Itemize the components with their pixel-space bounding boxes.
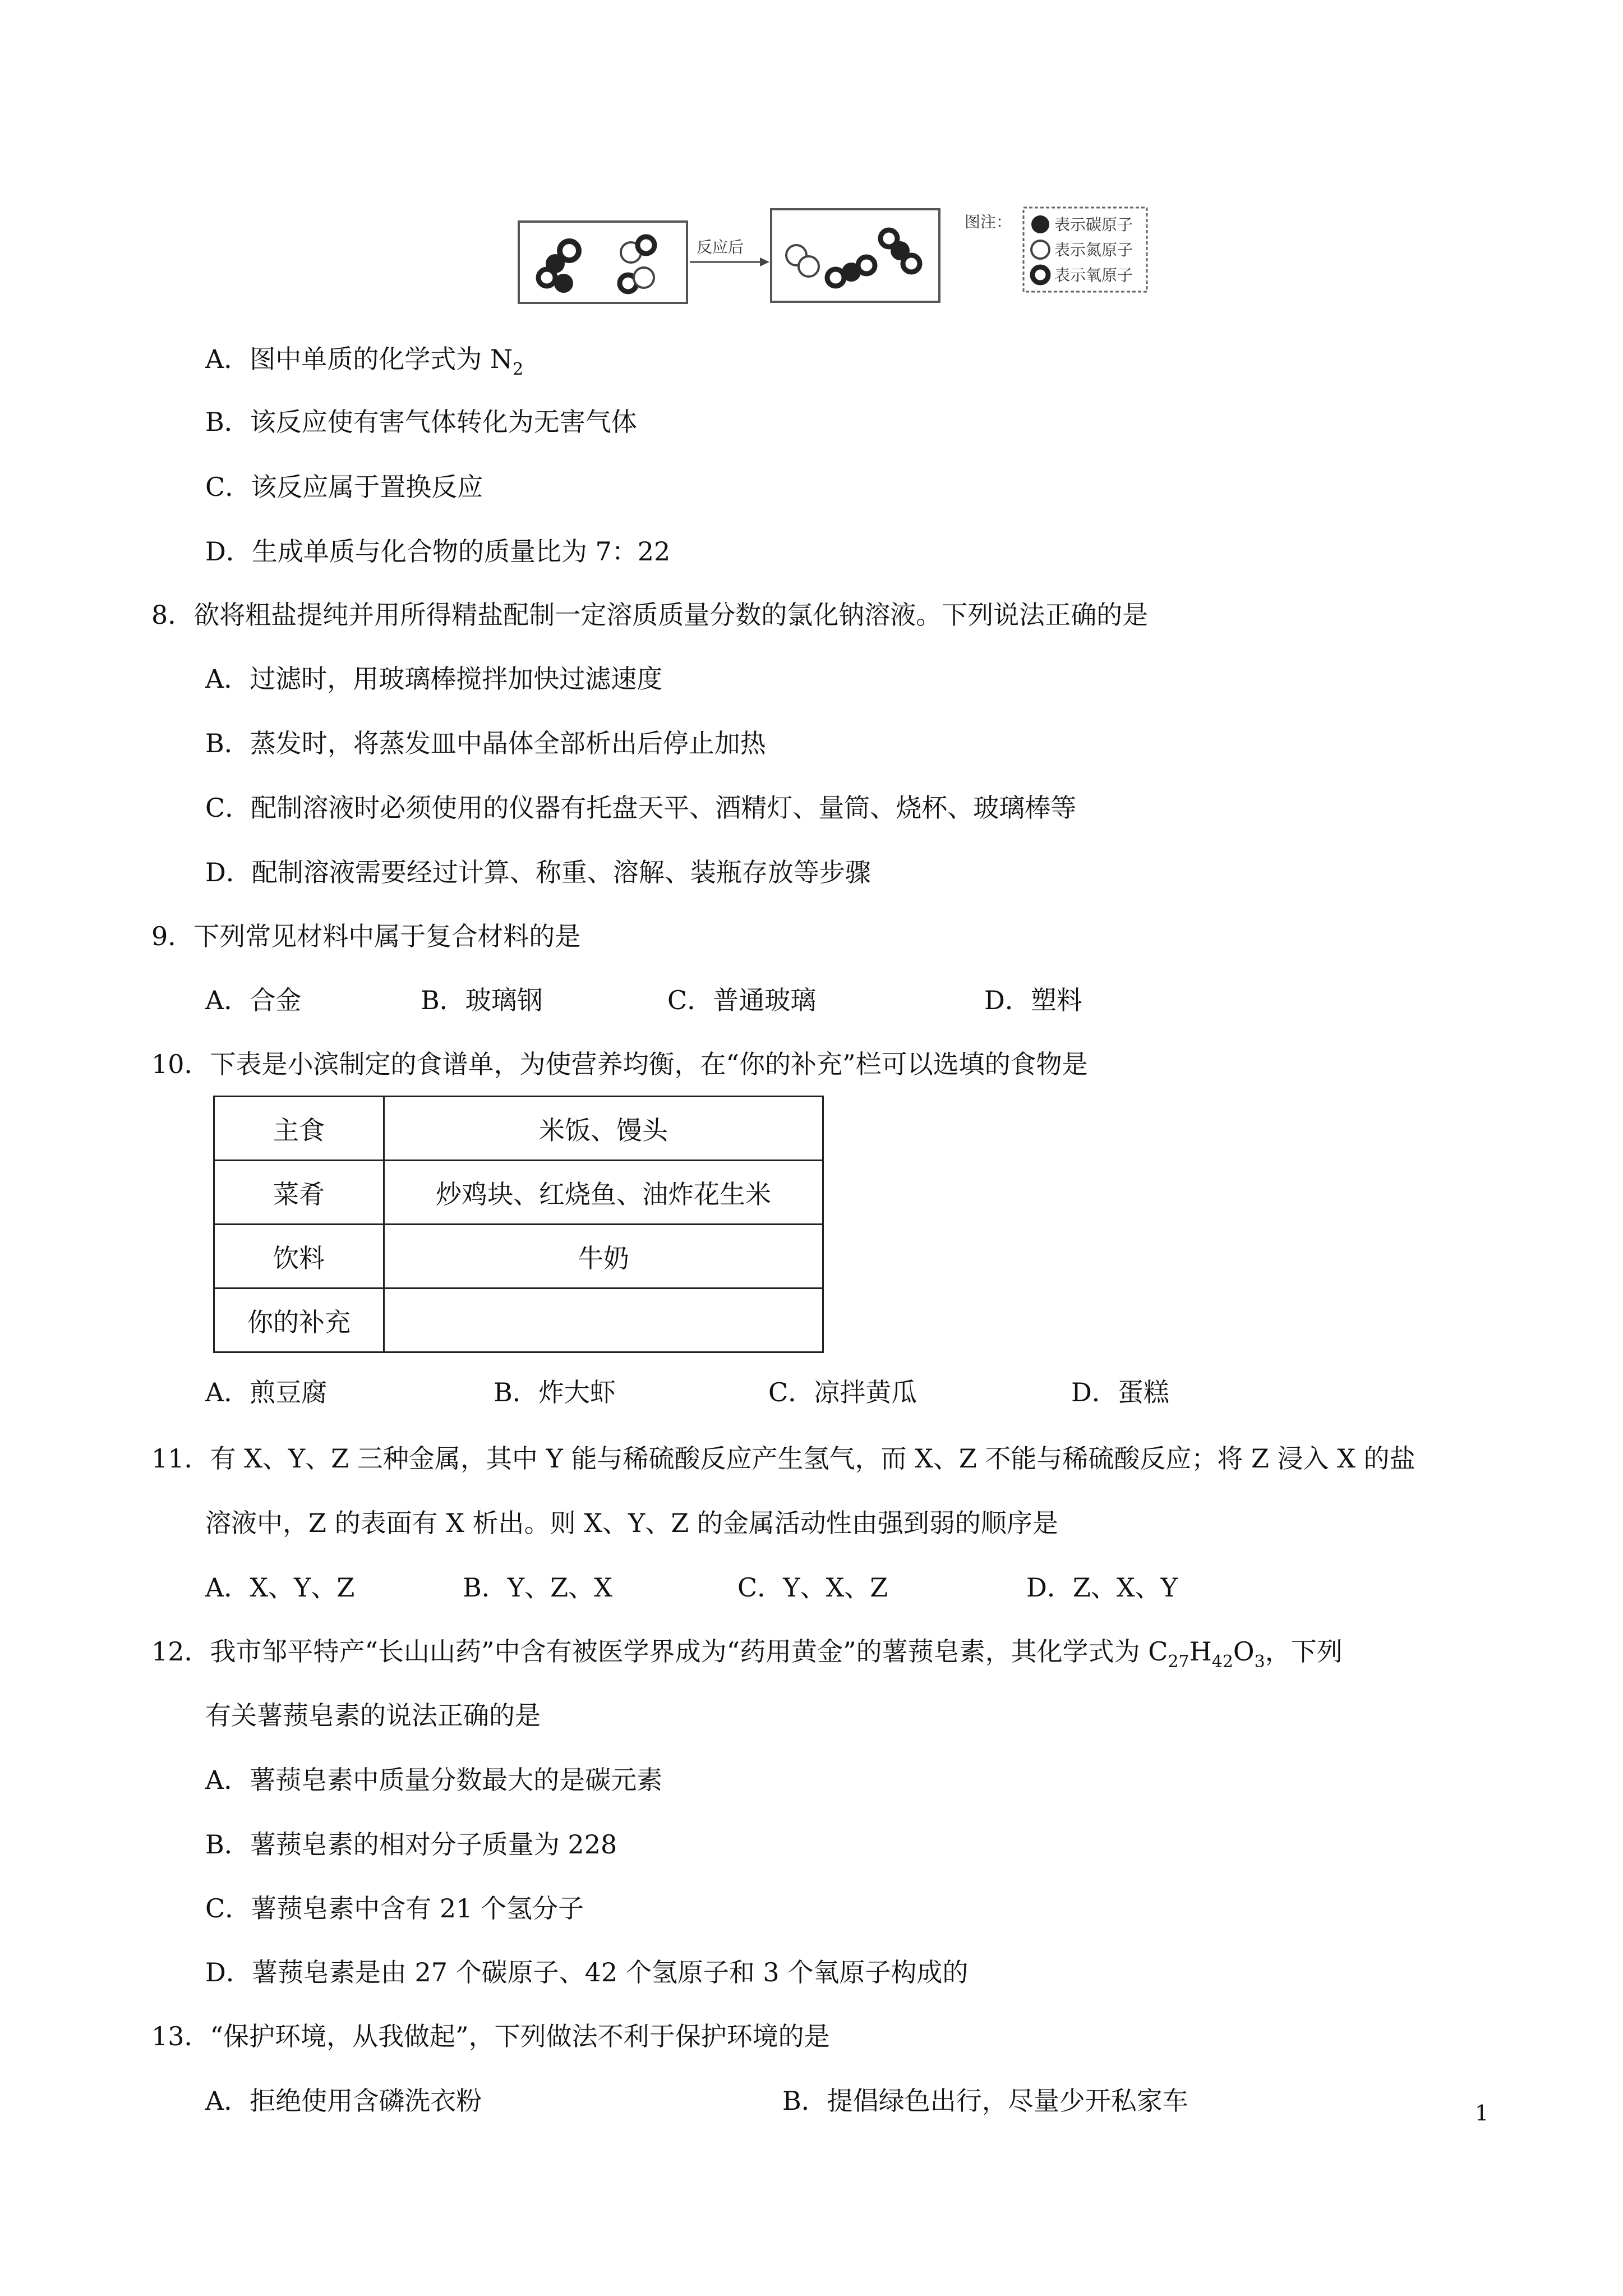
q13-option-a: A．拒绝使用含磷洗衣粉 [205,2086,482,2116]
table-row [214,1161,823,1225]
table-cell: 菜肴 [214,1161,384,1225]
q11-option-c: C．Y、X、Z [737,1572,888,1603]
q8-option-a: A．过滤时，用玻璃棒搅拌加快过滤速度 [205,664,663,694]
q11-option-b: B．Y、Z、X [463,1572,612,1603]
q13-stem: 13．“保护环境，从我做起”，下列做法不利于保护环境的是 [151,2021,830,2051]
q10-option-c: C．凉拌黄瓜 [768,1377,917,1407]
page-number: 1 [1475,2101,1489,2125]
legend-title: 图注： [965,213,1012,231]
table-cell: 牛奶 [384,1225,823,1289]
q10-option-a: A．煎豆腐 [205,1377,328,1407]
q12-option-b: B．薯蓣皂素的相对分子质量为 228 [205,1829,617,1860]
table-row [214,1097,823,1161]
legend-oxygen: 表示氧原子 [1054,266,1133,284]
table-cell: 主食 [214,1097,384,1161]
q12-option-a: A．薯蓣皂素中质量分数最大的是碳元素 [205,1765,663,1795]
q12-option-c: C．薯蓣皂素中含有 21 个氢分子 [205,1893,584,1924]
q8-option-d: D．配制溶液需要经过计算、称重、溶解、装瓶存放等步骤 [205,857,871,887]
q9-option-c: C．普通玻璃 [667,985,817,1015]
legend-nitrogen: 表示氮原子 [1054,241,1133,259]
table-cell: 米饭、馒头 [384,1097,823,1161]
q13-option-b: B．提倡绿色出行，尽量少开私家车 [782,2086,1188,2116]
q10-option-b: B．炸大虾 [494,1377,616,1407]
q11-stem-line1: 11．有 X、Y、Z 三种金属，其中 Y 能与稀硫酸反应产生氢气，而 X、Z 不能与稀硫酸反应；将 Z 浸入 X 的盐 [151,1443,1415,1474]
q12-stem-line1: 12．我市邹平特产“长山山药”中含有被医学界成为“药用黄金”的薯蓣皂素，其化学式为 $C_{27}H_{42}O_3$，下列 [151,1636,1343,1672]
q8-stem: 8．欲将粗盐提纯并用所得精盐配制一定溶质质量分数的氯化钠溶液。下列说法正确的是 [151,600,1149,630]
q12-stem-line2: 有关薯蓣皂素的说法正确的是 [205,1700,541,1731]
legend-carbon: 表示碳原子 [1054,215,1133,234]
table-cell: 你的补充 [214,1289,384,1352]
q7-option-d: D．生成单质与化合物的质量比为 7：22 [205,536,671,567]
q9-option-a: A．合金 [205,985,302,1015]
q9-stem: 9．下列常见材料中属于复合材料的是 [151,921,581,951]
menu-table [213,1096,824,1353]
table-cell [384,1289,823,1352]
q9-option-d: D．塑料 [984,985,1082,1015]
table-row [214,1289,823,1352]
q12-option-d: D．薯蓣皂素是由 27 个碳原子、42 个氢原子和 3 个氧原子构成的 [205,1957,969,1987]
table-row [214,1225,823,1289]
arrow-label: 反应后 [697,238,744,256]
q7-option-c: C．该反应属于置换反应 [205,472,483,502]
q11-option-d: D．Z、X、Y [1026,1572,1178,1603]
before-box [519,222,687,303]
table-cell: 炒鸡块、红烧鱼、油炸花生米 [384,1161,823,1225]
q11-stem-line2: 溶液中，Z 的表面有 X 析出。则 X、Y、Z 的金属活动性由强到弱的顺序是 [205,1508,1058,1538]
q11-option-a: A．X、Y、Z [205,1572,355,1603]
q10-option-d: D．蛋糕 [1071,1377,1169,1407]
q7-option-b: B．该反应使有害气体转化为无害气体 [205,407,637,437]
reaction-diagram [516,199,1211,317]
q8-option-c: C．配制溶液时必须使用的仪器有托盘天平、酒精灯、量筒、烧杯、玻璃棒等 [205,793,1077,823]
table-cell: 饮料 [214,1225,384,1289]
q10-stem: 10．下表是小滨制定的食谱单，为使营养均衡，在“你的补充”栏可以选填的食物是 [151,1049,1088,1079]
q9-option-b: B．玻璃钢 [421,985,543,1015]
q8-option-b: B．蒸发时，将蒸发皿中晶体全部析出后停止加热 [205,728,766,758]
q7-option-a: A．图中单质的化学式为 $N_2$ [205,344,524,379]
